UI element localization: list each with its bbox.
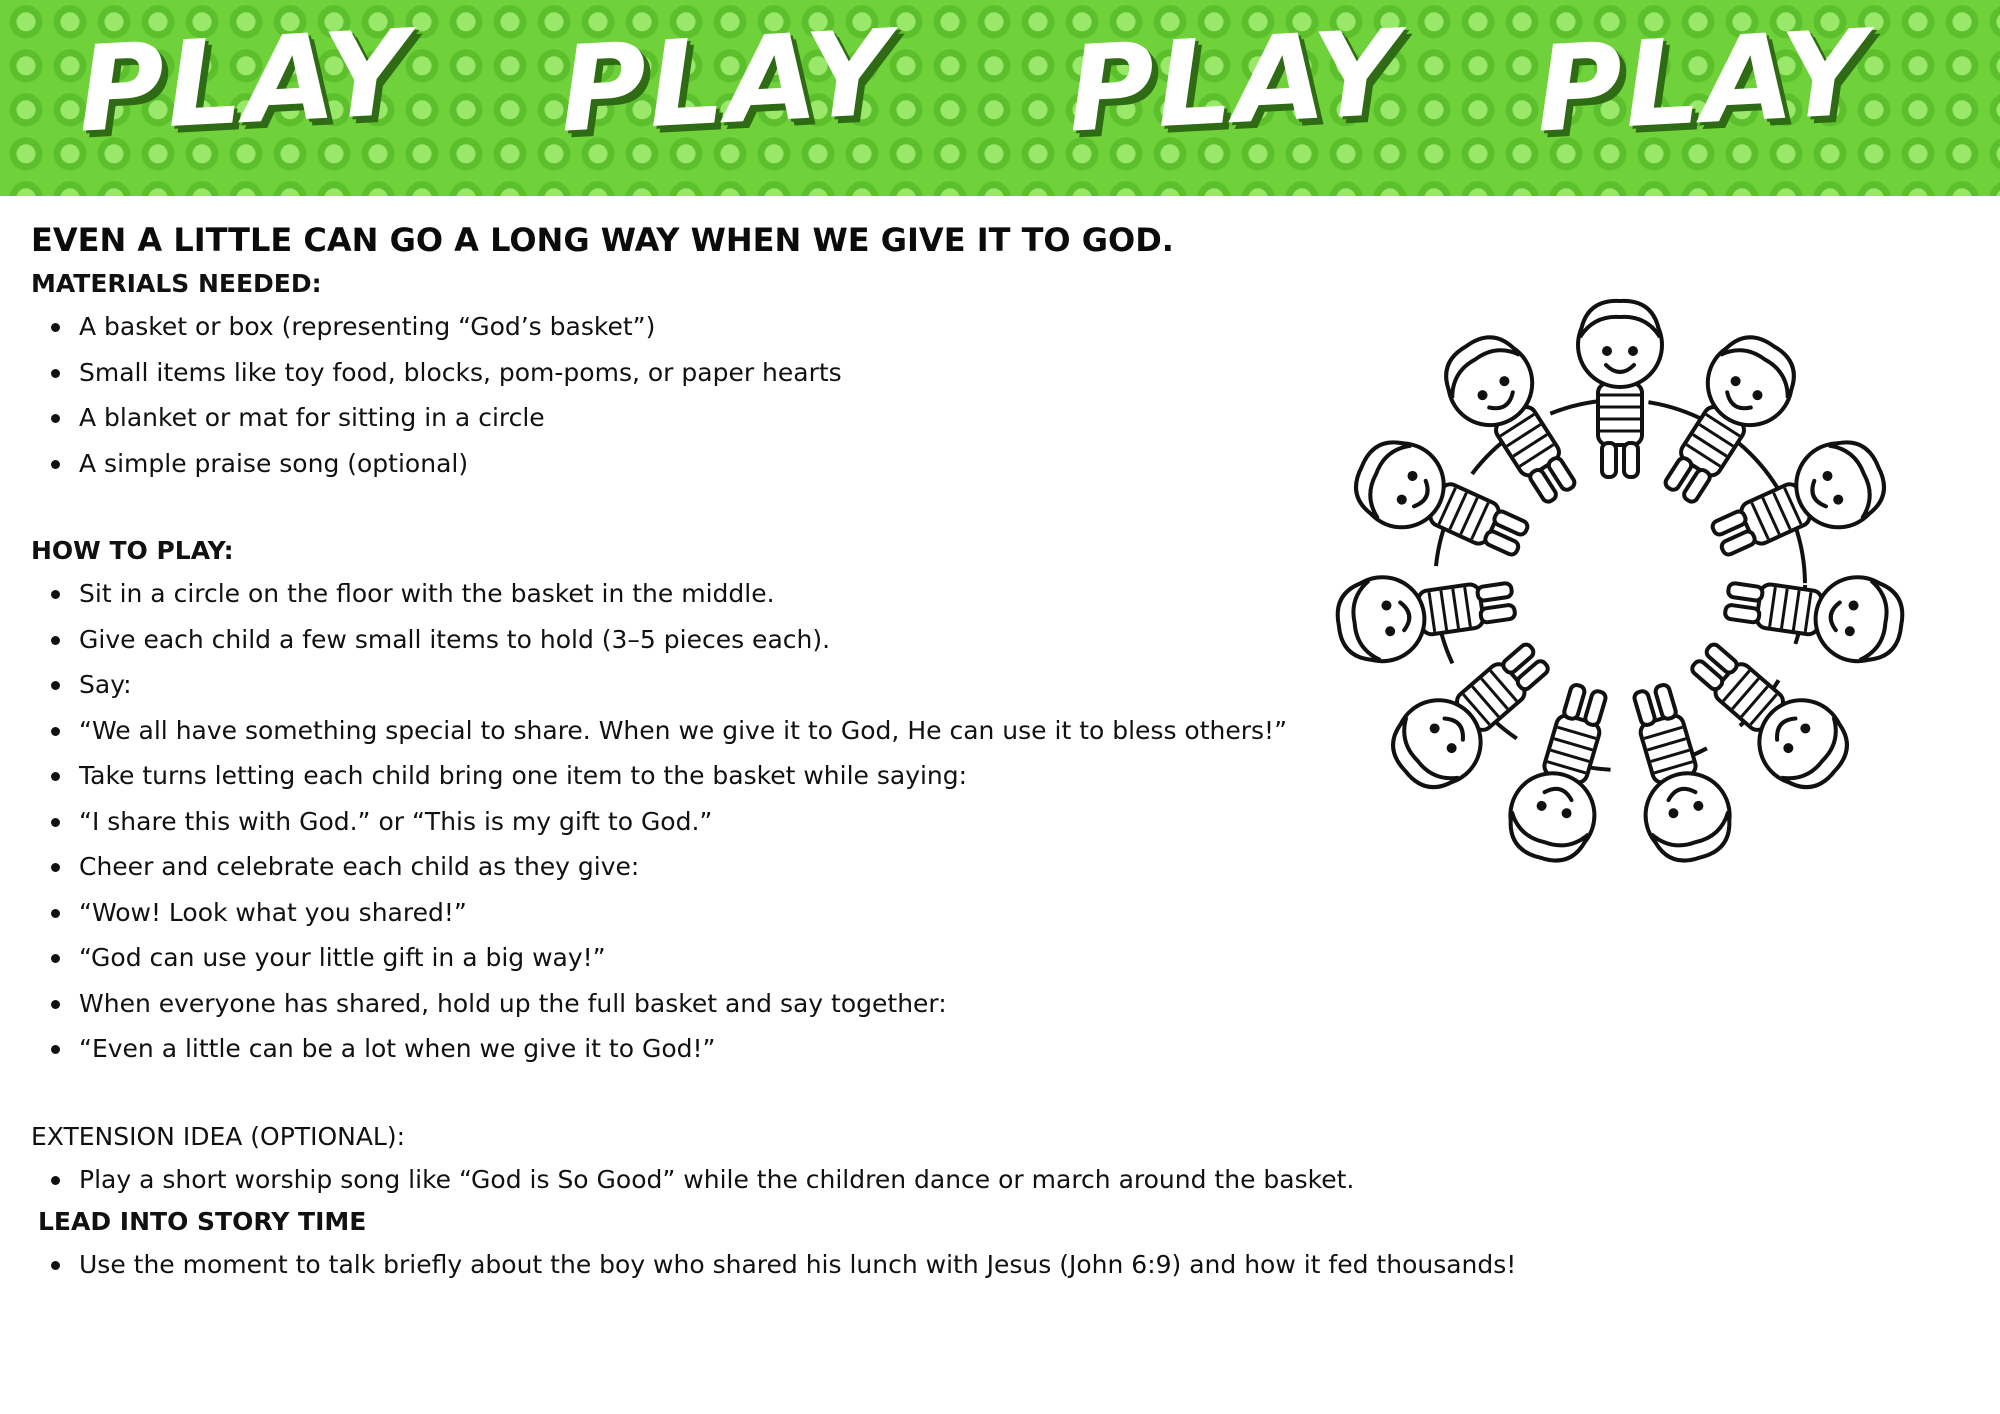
list-item xyxy=(31,617,1451,663)
how-to-play-title: HOW TO PLAY: xyxy=(31,536,234,565)
list-item xyxy=(31,890,1451,936)
bullet-icon xyxy=(51,772,60,781)
list-item-text: “Wow! Look what you shared!” xyxy=(79,897,467,927)
materials-list xyxy=(31,304,1451,486)
list-item xyxy=(31,753,1451,799)
play-banner xyxy=(0,0,2000,196)
list-item-text: Play a short worship song like “God is So Good” while the children dance or march around the basket. xyxy=(79,1164,1355,1194)
how-to-play-list xyxy=(31,571,1451,1072)
list-item xyxy=(31,1026,1451,1072)
materials-title: MATERIALS NEEDED: xyxy=(31,269,322,298)
spacer xyxy=(31,1072,1451,1117)
bullet-icon xyxy=(51,818,60,827)
bullet-icon xyxy=(51,323,60,332)
list-item xyxy=(31,1157,1451,1203)
list-item xyxy=(31,441,1451,487)
play-word-1: PLAY xyxy=(74,3,415,159)
child-figure xyxy=(1610,677,1740,870)
list-item-text: Say: xyxy=(79,670,132,699)
list-item-text: A simple praise song (optional) xyxy=(79,448,469,478)
child-figure xyxy=(1578,301,1662,477)
list-item-text: Give each child a few small items to hold (3–5 pieces each). xyxy=(79,624,831,654)
extension-list xyxy=(31,1157,1451,1203)
list-item-text: Take turns letting each child bring one item to the basket while saying: xyxy=(79,761,968,790)
banner-words xyxy=(0,0,2000,196)
bullet-icon xyxy=(51,414,60,423)
child-figure xyxy=(1721,559,1907,667)
activity-content xyxy=(31,216,1517,1288)
bullet-icon xyxy=(51,1045,60,1054)
list-item-text: “I share this with God.” or “This is my gift to God.” xyxy=(79,806,713,836)
bullet-icon xyxy=(51,954,60,963)
list-item xyxy=(31,304,1451,350)
bullet-icon xyxy=(51,369,60,378)
list-item xyxy=(31,844,1451,890)
bullet-icon xyxy=(51,1000,60,1009)
list-item xyxy=(31,1242,1517,1288)
list-item-text: A blanket or mat for sitting in a circle xyxy=(79,403,545,432)
children-circle-drawing xyxy=(1270,225,1970,945)
bullet-icon xyxy=(51,636,60,645)
child-figure xyxy=(1333,559,1519,667)
list-item xyxy=(31,571,1451,617)
list-item xyxy=(31,708,1451,754)
bullet-icon xyxy=(51,590,60,599)
bullet-icon xyxy=(51,681,60,690)
list-item-text: Small items like toy food, blocks, pom-poms, or paper hearts xyxy=(79,357,842,387)
extension-title: EXTENSION IDEA (OPTIONAL): xyxy=(31,1121,406,1151)
bullet-icon xyxy=(51,863,60,872)
list-item-text: “We all have something special to share. When we give it to God, He can use it to bless others!” xyxy=(79,715,1288,745)
page-title: EVEN A LITTLE CAN GO A LONG WAY WHEN WE GIVE IT TO GOD. xyxy=(31,221,1174,259)
play-word-4: PLAY xyxy=(1532,3,1873,159)
child-figure xyxy=(1500,677,1630,870)
list-item-text: A basket or box (representing “God’s basket”) xyxy=(79,312,656,341)
list-item-text: Sit in a circle on the floor with the basket in the middle. xyxy=(79,579,775,608)
bullet-icon xyxy=(51,460,60,469)
list-item-text: When everyone has shared, hold up the full basket and say together: xyxy=(79,988,947,1018)
list-item xyxy=(31,981,1451,1027)
list-item xyxy=(31,350,1451,396)
list-item-text: “Even a little can be a lot when we give it to God!” xyxy=(79,1034,716,1063)
list-item xyxy=(31,662,1451,708)
lead-into-story-title: LEAD INTO STORY TIME xyxy=(38,1207,367,1236)
bullet-icon xyxy=(51,1176,60,1185)
bullet-icon xyxy=(51,1261,60,1270)
list-item xyxy=(31,799,1451,845)
spacer xyxy=(31,486,1451,531)
list-item-text: Cheer and celebrate each child as they give: xyxy=(79,852,640,881)
children-holding-hands-circle-icon xyxy=(1270,225,1970,945)
list-item-text: Use the moment to talk briefly about the boy who shared his lunch with Jesus (John 6:9) and how it fed thousands! xyxy=(79,1250,1517,1279)
list-item xyxy=(31,935,1451,981)
lead-into-story-list xyxy=(31,1242,1517,1288)
play-word-2: PLAY xyxy=(556,3,897,159)
bullet-icon xyxy=(51,909,60,918)
list-item-text: “God can use your little gift in a big way!” xyxy=(79,943,606,972)
list-item xyxy=(31,395,1451,441)
bullet-icon xyxy=(51,727,60,736)
play-word-3: PLAY xyxy=(1064,3,1405,159)
